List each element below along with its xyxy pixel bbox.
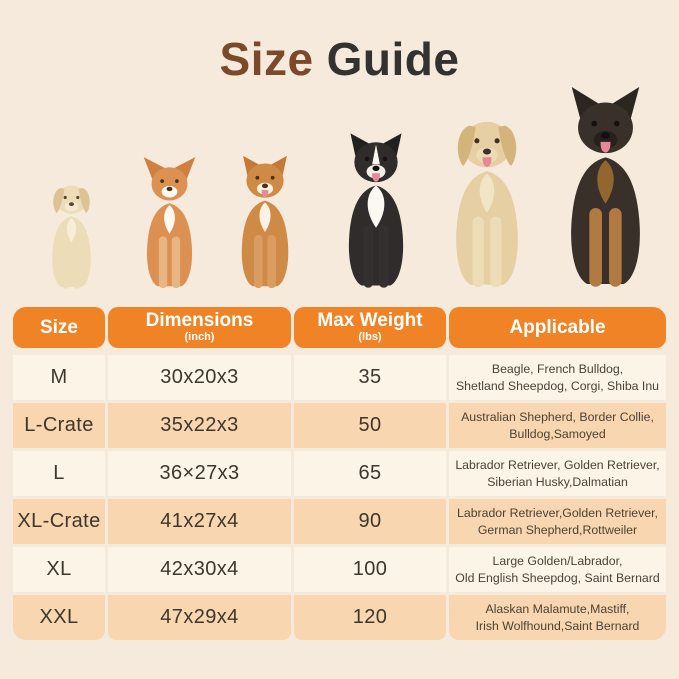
applicable-cell <box>449 451 666 496</box>
applicable-line: Large Golden/Labrador, <box>492 554 623 569</box>
column-header-label: Max Weight <box>317 310 423 332</box>
title-word-size: Size <box>219 33 314 85</box>
column-header-unit: (inch) <box>184 331 215 344</box>
size-cell: XL <box>13 547 105 592</box>
size-cell: L <box>13 451 105 496</box>
applicable-cell <box>449 403 666 448</box>
column-header-max-weight <box>294 307 446 348</box>
shiba-inu-illustration <box>222 153 308 291</box>
applicable-line: Beagle, French Bulldog, <box>491 362 624 377</box>
size-cell: L-Crate <box>13 403 105 448</box>
size-cell: XL-Crate <box>13 499 105 544</box>
max-weight-cell: 100 <box>294 547 446 592</box>
golden-retriever-illustration <box>430 108 544 291</box>
applicable-cell <box>449 499 666 544</box>
size-cell: XXL <box>13 595 105 640</box>
dimensions-cell: 36×27x3 <box>108 451 291 496</box>
applicable-line: Shetland Sheepdog, Corgi, Shiba Inu <box>455 378 660 393</box>
applicable-line: Siberian Husky,Dalmatian <box>487 474 628 489</box>
applicable-line: Labrador Retriever, Golden Retriever, <box>455 458 660 473</box>
dimensions-cell: 41x27x4 <box>108 499 291 544</box>
max-weight-cell: 90 <box>294 499 446 544</box>
applicable-cell <box>449 595 666 640</box>
size-cell: M <box>13 355 105 400</box>
dimensions-cell: 35x22x3 <box>108 403 291 448</box>
max-weight-cell: 65 <box>294 451 446 496</box>
column-header-dimensions <box>108 307 291 348</box>
applicable-line: Labrador Retriever,Golden Retriever, <box>457 506 658 521</box>
column-header-size <box>13 307 105 348</box>
dimensions-cell: 30x20x3 <box>108 355 291 400</box>
dimensions-cell: 47x29x4 <box>108 595 291 640</box>
labrador-puppy-illustration <box>36 177 107 291</box>
column-header-applicable <box>449 307 666 348</box>
applicable-cell <box>449 355 666 400</box>
column-header-label: Size <box>39 317 79 338</box>
german-shepherd-illustration <box>542 87 669 291</box>
max-weight-cell: 35 <box>294 355 446 400</box>
column-header-label: Dimensions <box>145 310 254 332</box>
dimensions-cell: 42x30x4 <box>108 547 291 592</box>
applicable-line: Australian Shepherd, Border Collie, <box>461 410 654 425</box>
size-guide-table <box>13 307 666 640</box>
column-header-unit: (lbs) <box>358 331 382 344</box>
title-word-guide: Guide <box>326 33 460 85</box>
applicable-cell <box>449 547 666 592</box>
column-header-label: Applicable <box>509 317 606 338</box>
max-weight-cell: 50 <box>294 403 446 448</box>
applicable-line: Bulldog,Samoyed <box>509 426 606 441</box>
max-weight-cell: 120 <box>294 595 446 640</box>
applicable-line: Old English Sheepdog, Saint Bernard <box>455 570 660 585</box>
applicable-line: German Shepherd,Rottweiler <box>477 522 638 537</box>
border-collie-illustration <box>326 130 426 291</box>
dog-size-lineup <box>0 0 679 291</box>
corgi-illustration <box>128 157 211 291</box>
applicable-line: Alaskan Malamute,Mastiff, <box>485 602 630 617</box>
applicable-line: Irish Wolfhound,Saint Bernard <box>475 618 640 633</box>
